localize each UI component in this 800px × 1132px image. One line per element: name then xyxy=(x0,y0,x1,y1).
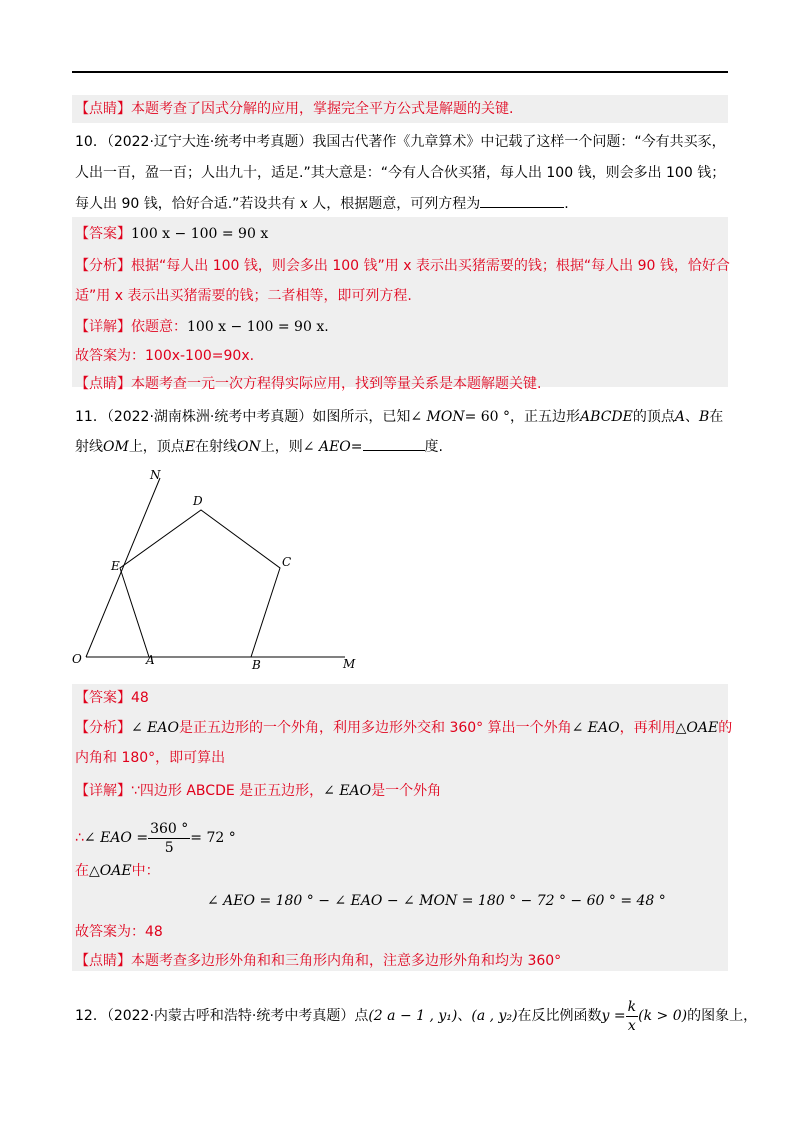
q10-analysis-1: 【分析】根据“每人出 100 钱，则会多出 100 钱”用 x 表示出买猪需要的钱；根据“每人出 90 钱，恰好合 xyxy=(75,258,730,274)
label-B: B xyxy=(252,658,261,672)
label-A: A xyxy=(146,653,155,667)
prev-note: 【点睛】本题考查了因式分解的应用，掌握完全平方公式是解题的关键. xyxy=(75,101,514,117)
label-D: D xyxy=(193,494,203,508)
q11-answer: 【答案】48 xyxy=(75,690,149,706)
q11-detail-1: 【详解】∵四边形 ABCDE 是正五边形，∠ EAO是一个外角 xyxy=(75,783,442,799)
q12-line1: 12．（2022·内蒙古呼和浩特·统考中考真题）点(2 a − 1 , y₁)、(a , y₂)在反比例函数y = $\frac{k}{x}$ (k > 0)的图象上， xyxy=(75,998,758,1034)
q10-final: 故答案为：100x-100=90x. xyxy=(75,348,255,364)
q11-final: 故答案为：48 xyxy=(75,924,163,940)
q10-line3: 每人出 90 钱，恰好合适.”若设共有 x 人，根据题意，可列方程为 . xyxy=(75,196,569,212)
label-C: C xyxy=(282,555,292,569)
q10-line2: 人出一百，盈一百；人出九十，适足.”其大意是：“今有人合伙买猪，每人出 100 钱，则会多出 100 钱； xyxy=(75,165,726,181)
q11-note: 【点睛】本题考查多边形外角和和三角形内角和，注意多边形外角和均为 360° xyxy=(75,953,562,969)
label-M: M xyxy=(343,657,356,671)
q10-answer: 【答案】100 x − 100 = 90 x xyxy=(75,226,269,242)
label-N: N xyxy=(150,468,161,482)
q11-detail-4: ∠ AEO = 180 ° − ∠ EAO − ∠ MON = 180 ° − 72 ° − 60 ° = 48 ° xyxy=(207,893,666,909)
q10-line1: 10．（2022·辽宁大连·统考中考真题）我国古代著作《九章算术》中记载了这样一个问题：“今有共买豕， xyxy=(75,134,726,150)
ray-on xyxy=(86,478,160,657)
q11-detail-3: 在△OAE中： xyxy=(75,863,160,879)
pentagon-abcde xyxy=(120,510,280,657)
q10-analysis-2: 适”用 x 表示出买猪需要的钱；二者相等，即可列方程. xyxy=(75,288,412,304)
fraction: $\frac{k}{x}$ xyxy=(627,998,637,1034)
fraction: $\frac{360 ^\circ}{5}$ xyxy=(150,820,189,856)
label-O: O xyxy=(72,652,82,666)
q11-line1: 11．（2022·湖南株洲·统考中考真题）如图所示，已知∠ MON= 60 °，正五边形ABCDE的顶点A、B在 xyxy=(75,409,724,425)
q10-detail: 【详解】依题意：100 x − 100 = 90 x. xyxy=(75,319,329,335)
q11-analysis-2: 内角和 180°，即可算出 xyxy=(75,750,226,766)
q10-note: 【点睛】本题考查一元一次方程得实际应用，找到等量关系是本题解题关键. xyxy=(75,376,542,392)
q11-line2: 射线OM上，顶点E在射线ON上，则∠ AEO= 度. xyxy=(75,439,443,455)
label-E: E xyxy=(111,559,120,573)
q11-detail-2: ∴∠ EAO = $\frac{360 ^\circ}{5}$ = 72 ° xyxy=(75,820,236,856)
q11-analysis-1: 【分析】∠ EAO是正五边形的一个外角，利用多边形外交和 360° 算出一个外角∠ EAO，再利用△OAE的 xyxy=(75,720,733,736)
